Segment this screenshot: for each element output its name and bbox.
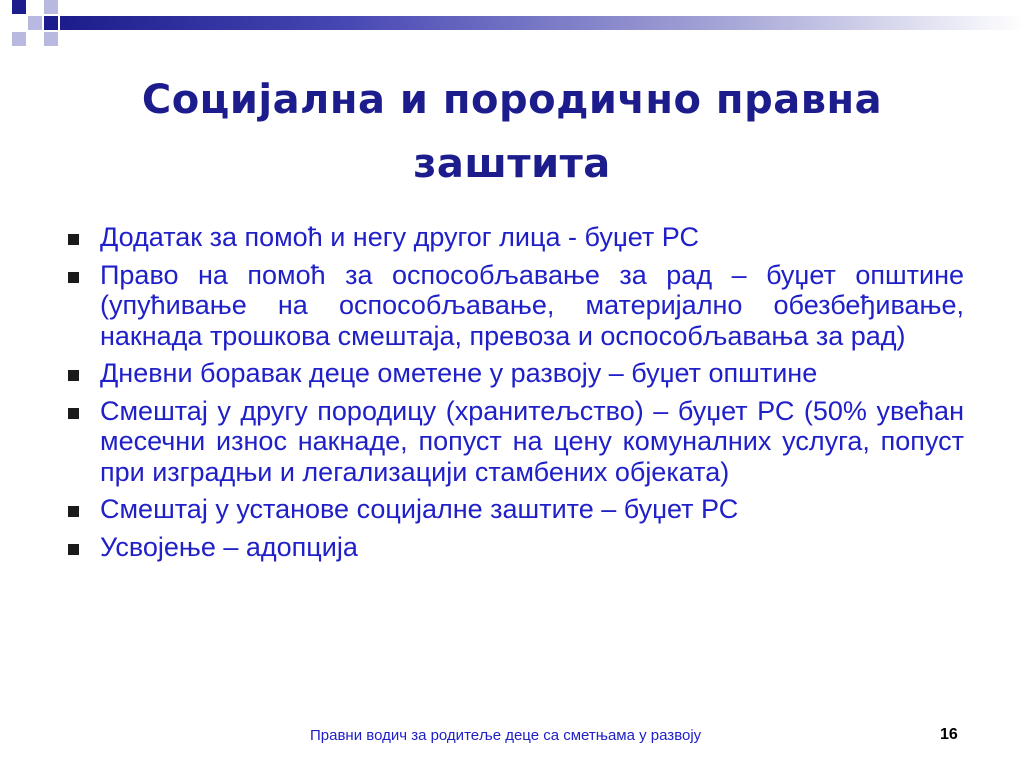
page-number: 16 (940, 726, 958, 743)
square-bullet-icon (68, 234, 79, 245)
bullet-item (64, 532, 964, 563)
square-bullet-icon (68, 408, 79, 419)
square-bullet-icon (68, 544, 79, 555)
bullet-list (64, 222, 964, 569)
bullet-text: Додатак за помоћ и негу другог лица - буџет РС (100, 222, 699, 252)
bullet-text: Смештај у установе социјалне заштите – буџет РС (100, 494, 739, 524)
slide-title-line: заштита (413, 141, 611, 187)
footer-caption: Правни водич за родитеље деце са сметњама у развоју (310, 727, 702, 744)
square-bullet-icon (68, 272, 79, 283)
corner-square (44, 0, 58, 14)
bullet-text: Усвојење – адопција (100, 531, 358, 562)
bullet-text: Дневни боравак деце ометене у развоју – буџет општине (100, 358, 818, 388)
corner-square (12, 32, 26, 46)
bullet-text: Смештај у другу породицу (хранитељство) – буџет РС (50% увећан месечни износ накнаде, попуст на цену комуналних услуга, попуст при изградњи и легализацији стамбених објеката) (100, 395, 964, 487)
bullet-text: Право на помоћ за оспособљавање за рад – буџет општине (упућивање на оспособљавање, материјално обезбеђивање, накнада трошкова смештаја, превоза и оспособљавања за рад) (100, 259, 964, 351)
header-gradient-bar (60, 16, 1024, 30)
corner-square (44, 16, 58, 30)
slide-title-line: Социјална и породично правна (141, 77, 883, 123)
corner-square (44, 32, 58, 46)
slide-title (60, 68, 964, 196)
corner-square (28, 16, 42, 30)
bullet-item (64, 260, 964, 352)
bullet-item (64, 494, 964, 525)
bullet-item (64, 396, 964, 488)
corner-square (12, 0, 26, 14)
square-bullet-icon (68, 370, 79, 381)
bullet-item (64, 358, 964, 389)
decorative-corner-squares (0, 0, 100, 60)
square-bullet-icon (68, 506, 79, 517)
bullet-item (64, 222, 964, 253)
